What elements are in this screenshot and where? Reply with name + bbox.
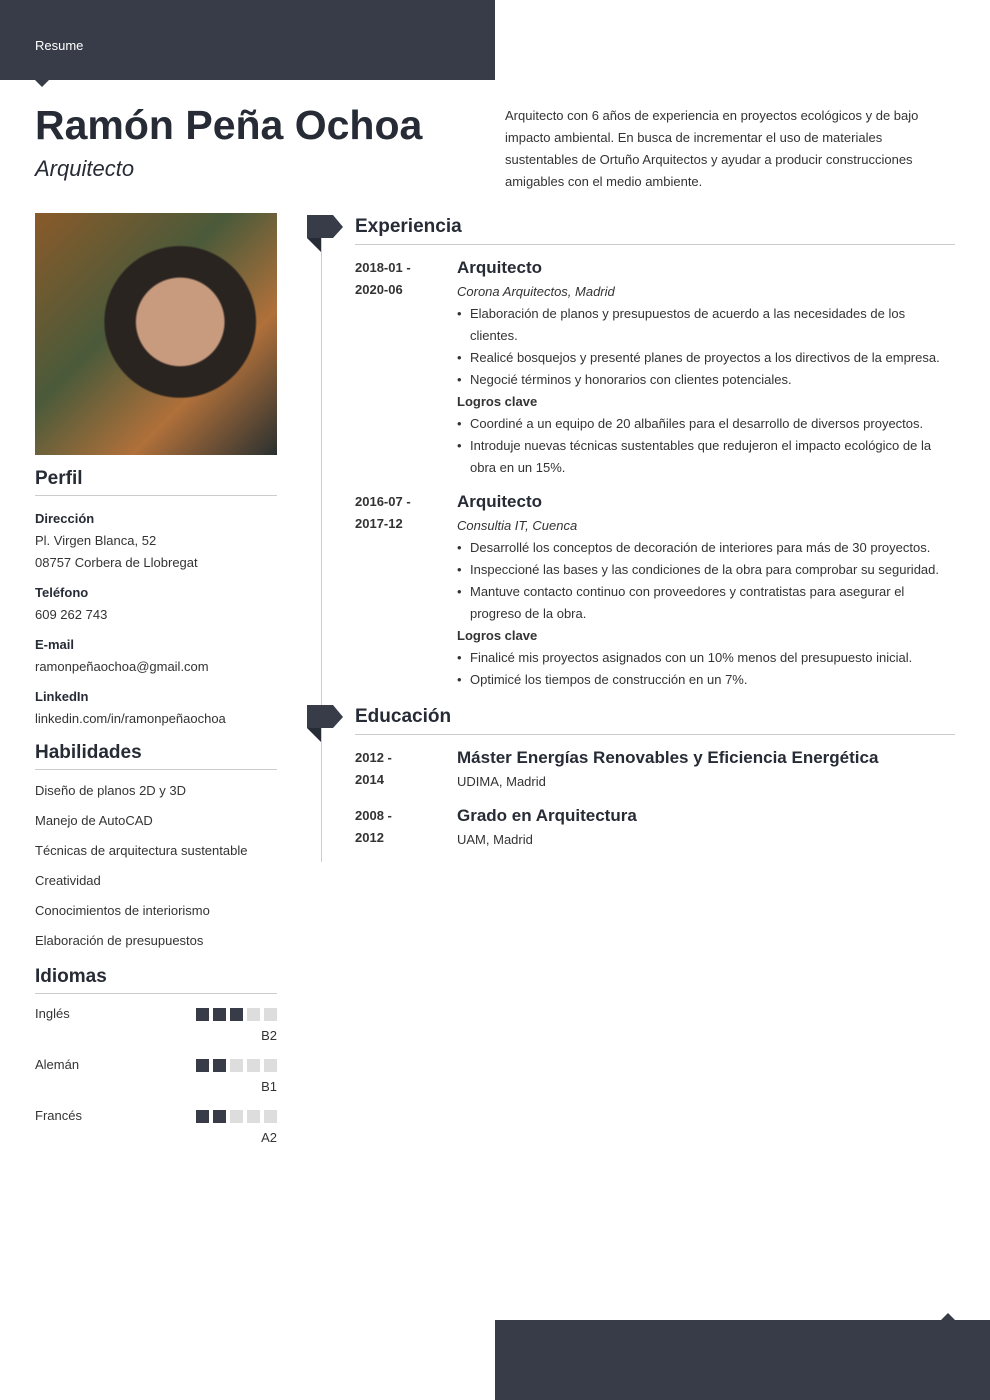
language-item bbox=[35, 1057, 277, 1108]
profile-photo bbox=[35, 213, 277, 455]
date-start: 2018-01 - bbox=[355, 260, 411, 275]
level-dot bbox=[247, 1059, 260, 1072]
bullet-item: • Realicé bosquejos y presenté planes de proyectos a los directivos de la empresa. bbox=[457, 347, 955, 369]
language-name: Inglés bbox=[35, 1006, 70, 1021]
profile-title: Perfil bbox=[35, 468, 277, 496]
timeline-line bbox=[321, 238, 322, 862]
date-range bbox=[355, 491, 457, 691]
experience-title: Experiencia bbox=[355, 216, 955, 245]
resume-label: Resume bbox=[35, 38, 84, 53]
company: Corona Arquitectos, Madrid bbox=[457, 284, 615, 299]
achievement-item: • Optimicé los tiempos de construcción en un 7%. bbox=[457, 669, 955, 691]
footer-bar bbox=[495, 1320, 990, 1400]
email[interactable]: ramonpeñaochoa@gmail.com bbox=[35, 659, 209, 674]
language-level-meter bbox=[196, 1059, 277, 1072]
level-dot bbox=[264, 1059, 277, 1072]
language-name: Francés bbox=[35, 1108, 82, 1123]
education-entry bbox=[355, 747, 955, 793]
section-flag-icon bbox=[307, 705, 343, 742]
languages-section bbox=[35, 966, 277, 1159]
language-item bbox=[35, 1108, 277, 1159]
level-dot bbox=[196, 1110, 209, 1123]
entry-body bbox=[457, 805, 955, 851]
experience-entry bbox=[355, 491, 955, 691]
school: UDIMA, Madrid bbox=[457, 774, 546, 789]
entry-body bbox=[457, 257, 955, 479]
date-range bbox=[355, 257, 457, 479]
linkedin-label: LinkedIn bbox=[35, 689, 89, 704]
date-start: 2012 - bbox=[355, 750, 392, 765]
level-dot bbox=[247, 1008, 260, 1021]
bullet-item: • Mantuve contacto continuo con proveedores y contratistas para asegurar el progreso de la obra. bbox=[457, 581, 955, 625]
level-dot bbox=[213, 1059, 226, 1072]
date-end: 2014 bbox=[355, 772, 384, 787]
education-entry bbox=[355, 805, 955, 851]
company: Consultia IT, Cuenca bbox=[457, 518, 578, 533]
language-name: Alemán bbox=[35, 1057, 80, 1072]
bullet-item: • Negocié términos y honorarios con clientes potenciales. bbox=[457, 369, 955, 391]
phone-label: Teléfono bbox=[35, 585, 89, 600]
header-bar bbox=[0, 0, 495, 80]
email-label: E-mail bbox=[35, 637, 75, 652]
date-range bbox=[355, 805, 457, 851]
achievements-label: Logros clave bbox=[457, 628, 538, 643]
level-dot bbox=[264, 1008, 277, 1021]
language-level-meter bbox=[196, 1008, 277, 1021]
achievements-list bbox=[457, 413, 955, 479]
section-flag-icon bbox=[307, 215, 343, 252]
experience-section bbox=[355, 216, 955, 691]
degree-title: Máster Energías Renovables y Eficiencia Energética bbox=[457, 748, 879, 767]
responsibilities-list bbox=[457, 537, 955, 625]
responsibilities-list bbox=[457, 303, 955, 391]
language-level: B2 bbox=[261, 1028, 277, 1043]
job-title: Arquitecto bbox=[457, 492, 542, 511]
candidate-role: Arquitecto bbox=[35, 156, 135, 181]
level-dot bbox=[213, 1008, 226, 1021]
skills-section bbox=[35, 742, 277, 956]
skills-title: Habilidades bbox=[35, 742, 277, 770]
entry-body bbox=[457, 491, 955, 691]
job-title: Arquitecto bbox=[457, 258, 542, 277]
bullet-item: • Desarrollé los conceptos de decoración de interiores para más de 30 proyectos. bbox=[457, 537, 955, 559]
level-dot bbox=[196, 1059, 209, 1072]
language-item bbox=[35, 1006, 277, 1057]
achievement-item: • Finalicé mis proyectos asignados con un 10% menos del presupuesto inicial. bbox=[457, 647, 955, 669]
achievements-list bbox=[457, 647, 955, 691]
degree-title: Grado en Arquitectura bbox=[457, 806, 637, 825]
school: UAM, Madrid bbox=[457, 832, 533, 847]
skill-item: Manejo de AutoCAD bbox=[35, 813, 153, 828]
date-end: 2012 bbox=[355, 830, 384, 845]
language-level: A2 bbox=[261, 1130, 277, 1145]
date-start: 2016-07 - bbox=[355, 494, 411, 509]
date-end: 2020-06 bbox=[355, 282, 403, 297]
phone: 609 262 743 bbox=[35, 607, 108, 622]
skill-item: Técnicas de arquitectura sustentable bbox=[35, 843, 248, 858]
date-range bbox=[355, 747, 457, 793]
education-section bbox=[355, 706, 955, 851]
profile-section bbox=[35, 468, 277, 730]
language-level: B1 bbox=[261, 1079, 277, 1094]
summary: Arquitecto con 6 años de experiencia en proyectos ecológicos y de bajo impacto ambiental. En busca de incrementar el uso de materiales sustentables de Ortuño Arquitectos y ayudar a producir construcciones amigables con el medio ambiente. bbox=[505, 108, 919, 189]
languages-title: Idiomas bbox=[35, 966, 277, 994]
level-dot bbox=[230, 1059, 243, 1072]
level-dot bbox=[247, 1110, 260, 1123]
address-line1: Pl. Virgen Blanca, 52 bbox=[35, 533, 157, 548]
level-dot bbox=[230, 1008, 243, 1021]
skill-item: Diseño de planos 2D y 3D bbox=[35, 783, 187, 798]
address-label: Dirección bbox=[35, 511, 95, 526]
candidate-name: Ramón Peña Ochoa bbox=[35, 102, 423, 148]
address-line2: 08757 Corbera de Llobregat bbox=[35, 555, 198, 570]
achievement-item: • Introduje nuevas técnicas sustentables que redujeron el impacto ecológico de la obra en un 15%. bbox=[457, 435, 955, 479]
level-dot bbox=[230, 1110, 243, 1123]
skill-item: Conocimientos de interiorismo bbox=[35, 903, 210, 918]
bullet-item: • Elaboración de planos y presupuestos de acuerdo a las necesidades de los clientes. bbox=[457, 303, 955, 347]
level-dot bbox=[213, 1110, 226, 1123]
skill-item: Elaboración de presupuestos bbox=[35, 933, 204, 948]
level-dot bbox=[196, 1008, 209, 1021]
level-dot bbox=[264, 1110, 277, 1123]
date-start: 2008 - bbox=[355, 808, 392, 823]
skill-item: Creatividad bbox=[35, 873, 101, 888]
achievements-label: Logros clave bbox=[457, 394, 538, 409]
date-end: 2017-12 bbox=[355, 516, 403, 531]
experience-entry bbox=[355, 257, 955, 479]
achievement-item: • Coordiné a un equipo de 20 albañiles para el desarrollo de diversos proyectos. bbox=[457, 413, 955, 435]
education-title: Educación bbox=[355, 706, 955, 735]
linkedin[interactable]: linkedin.com/in/ramonpeñaochoa bbox=[35, 711, 226, 726]
language-level-meter bbox=[196, 1110, 277, 1123]
entry-body bbox=[457, 747, 955, 793]
bullet-item: • Inspeccioné las bases y las condiciones de la obra para comprobar su seguridad. bbox=[457, 559, 955, 581]
